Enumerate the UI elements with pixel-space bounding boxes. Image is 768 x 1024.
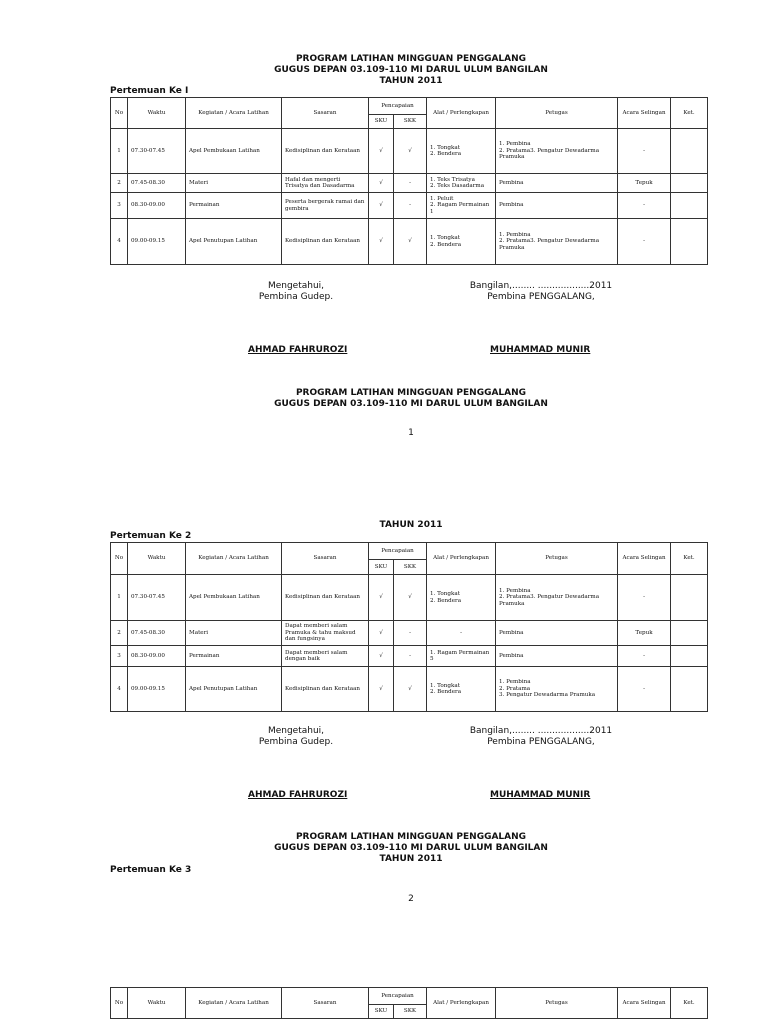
signature-left-line2: Pembina Gudep. — [258, 292, 334, 302]
cell-no: 2 — [111, 621, 128, 646]
cell-waktu: 08.30-09.00 — [128, 193, 186, 219]
cell-acara: - — [618, 646, 671, 667]
cell-petugas: 1. Pembina 2. Pratama3. Pengatur Dewadarma Pramuka — [496, 129, 618, 174]
header-sku: SKU — [369, 1005, 394, 1019]
cell-kegiatan: Materi — [186, 621, 282, 646]
cell-sku: √ — [369, 575, 394, 621]
header-no: No — [111, 988, 128, 1019]
signature-left — [230, 726, 362, 748]
cell-waktu: 08.30-09.00 — [128, 646, 186, 667]
table-row — [111, 667, 708, 712]
signature-left-name: AHMAD FAHRUROZI — [248, 345, 348, 355]
cell-petugas: Pembina — [496, 621, 618, 646]
title-line-1: PROGRAM LATIHAN MINGGUAN PENGGALANG — [295, 388, 527, 398]
header-ket: Ket. — [671, 988, 708, 1019]
cell-sku: √ — [369, 129, 394, 174]
cell-acara: - — [618, 667, 671, 712]
header-pencapaian: Pencapaian — [369, 98, 427, 115]
header-ket: Ket. — [671, 543, 708, 575]
signature-left-name: AHMAD FAHRUROZI — [248, 790, 348, 800]
header-acara: Acara Selingan — [618, 98, 671, 129]
signature-right — [455, 281, 627, 303]
title-line-2: GUGUS DEPAN 03.109-110 MI DARUL ULUM BANGILAN — [274, 843, 548, 853]
cell-sasaran: Peserta bergerak ramai dan gembira — [282, 193, 369, 219]
cell-ket — [671, 129, 708, 174]
header-alat: Alat / Perlengkapan — [427, 98, 496, 129]
header-ket: Ket. — [671, 98, 708, 129]
cell-ket — [671, 646, 708, 667]
schedule-table — [110, 542, 708, 712]
cell-kegiatan: Permainan — [186, 193, 282, 219]
cell-sku: √ — [369, 174, 394, 193]
header-skk: SKK — [394, 1005, 427, 1019]
title-line-3: TAHUN 2011 — [379, 76, 443, 86]
header-skk: SKK — [394, 560, 427, 575]
cell-ket — [671, 575, 708, 621]
cell-kegiatan: Materi — [186, 174, 282, 193]
cell-skk: √ — [394, 575, 427, 621]
cell-sku: √ — [369, 193, 394, 219]
signature-right-line2: Pembina PENGGALANG, — [487, 737, 595, 747]
cell-petugas: Pembina — [496, 193, 618, 219]
cell-waktu: 07.45-08.30 — [128, 621, 186, 646]
cell-sku: √ — [369, 667, 394, 712]
schedule-table — [110, 987, 708, 1019]
signature-right-name: MUHAMMAD MUNIR — [490, 790, 591, 800]
title-line-2: GUGUS DEPAN 03.109-110 MI DARUL ULUM BANGILAN — [274, 65, 548, 75]
cell-sku: √ — [369, 219, 394, 265]
header-skk: SKK — [394, 115, 427, 129]
header-sku: SKU — [369, 115, 394, 129]
header-kegiatan: Kegiatan / Acara Latihan — [186, 988, 282, 1019]
cell-ket — [671, 193, 708, 219]
cell-waktu: 09.00-09.15 — [128, 667, 186, 712]
cell-kegiatan: Permainan — [186, 646, 282, 667]
cell-sasaran: Dapat memberi salam Pramuka & tahu maksud dan fungsinya — [282, 621, 369, 646]
cell-alat: 1. Tongkat 2. Bendera — [427, 219, 496, 265]
signature-right — [455, 726, 627, 748]
cell-kegiatan: Apel Pembukaan Latihan — [186, 129, 282, 174]
header-alat: Alat / Perlengkapan — [427, 543, 496, 575]
page-title — [0, 520, 768, 531]
cell-sasaran: Kedisiplinan dan Kerataan — [282, 219, 369, 265]
header-no: No — [111, 98, 128, 129]
cell-ket — [671, 174, 708, 193]
signature-right-line2: Pembina PENGGALANG, — [487, 292, 595, 302]
cell-no: 4 — [111, 667, 128, 712]
cell-skk: - — [394, 621, 427, 646]
page-number: 1 — [408, 428, 414, 438]
cell-kegiatan: Apel Penutupan Latihan — [186, 219, 282, 265]
title-line-2: GUGUS DEPAN 03.109-110 MI DARUL ULUM BANGILAN — [274, 399, 548, 409]
signature-right-line1: Bangilan,........ ..................2011 — [469, 726, 613, 736]
cell-sasaran: Kedisiplinan dan Kerataan — [282, 575, 369, 621]
cell-sku: √ — [369, 646, 394, 667]
cell-ket — [671, 219, 708, 265]
header-petugas: Petugas — [496, 98, 618, 129]
table-row — [111, 621, 708, 646]
header-sku: SKU — [369, 560, 394, 575]
header-no: No — [111, 543, 128, 575]
cell-petugas: 1. Pembina 2. Pratama3. Pengatur Dewadarma Pramuka — [496, 575, 618, 621]
cell-alat: 1. Ragam Permainan 5 — [427, 646, 496, 667]
signature-left-line1: Mengetahui, — [267, 726, 325, 736]
cell-skk: - — [394, 193, 427, 219]
title-line-1: PROGRAM LATIHAN MINGGUAN PENGGALANG — [295, 54, 527, 64]
cell-sasaran: Hafal dan mengerti Trisatya dan Dasadarma — [282, 174, 369, 193]
cell-acara: Tepuk — [618, 174, 671, 193]
signature-right-line1: Bangilan,........ ..................2011 — [469, 281, 613, 291]
cell-sasaran: Kedisiplinan dan Kerataan — [282, 129, 369, 174]
cell-no: 1 — [111, 575, 128, 621]
header-alat: Alat / Perlengkapan — [427, 988, 496, 1019]
header-acara: Acara Selingan — [618, 543, 671, 575]
table-row — [111, 193, 708, 219]
cell-sku: √ — [369, 621, 394, 646]
cell-waktu: 07.30-07.45 — [128, 575, 186, 621]
header-sasaran: Sasaran — [282, 543, 369, 575]
table-row — [111, 575, 708, 621]
cell-kegiatan: Apel Pembukaan Latihan — [186, 575, 282, 621]
meeting-label: Pertemuan Ke 2 — [110, 531, 192, 541]
meeting-label: Pertemuan Ke I — [110, 86, 189, 96]
table-row — [111, 174, 708, 193]
cell-acara: Tepuk — [618, 621, 671, 646]
cell-petugas: Pembina — [496, 646, 618, 667]
signature-left — [230, 281, 362, 303]
header-waktu: Waktu — [128, 988, 186, 1019]
table-row — [111, 646, 708, 667]
cell-kegiatan: Apel Penutupan Latihan — [186, 667, 282, 712]
header-petugas: Petugas — [496, 988, 618, 1019]
cell-skk: √ — [394, 129, 427, 174]
cell-no: 3 — [111, 193, 128, 219]
cell-alat: 1. Tongkat 2. Bendera — [427, 129, 496, 174]
cell-alat: 1. Tongkat 2. Bendera — [427, 667, 496, 712]
signature-left-line1: Mengetahui, — [267, 281, 325, 291]
cell-waktu: 07.45-08.30 — [128, 174, 186, 193]
header-kegiatan: Kegiatan / Acara Latihan — [186, 543, 282, 575]
cell-acara: - — [618, 193, 671, 219]
cell-ket — [671, 621, 708, 646]
cell-sasaran: Kedisiplinan dan Kerataan — [282, 667, 369, 712]
page-title — [0, 388, 768, 410]
page-title — [0, 832, 768, 865]
cell-alat: - — [427, 621, 496, 646]
header-sasaran: Sasaran — [282, 988, 369, 1019]
cell-no: 3 — [111, 646, 128, 667]
cell-no: 4 — [111, 219, 128, 265]
cell-waktu: 09.00-09.15 — [128, 219, 186, 265]
cell-petugas: 1. Pembina 2. Pratama 3. Pengatur Dewadarma Pramuka — [496, 667, 618, 712]
header-sasaran: Sasaran — [282, 98, 369, 129]
title-line-3: TAHUN 2011 — [379, 520, 443, 530]
cell-petugas: 1. Pembina 2. Pratama3. Pengatur Dewadarma Pramuka — [496, 219, 618, 265]
title-line-1: PROGRAM LATIHAN MINGGUAN PENGGALANG — [295, 832, 527, 842]
cell-skk: √ — [394, 219, 427, 265]
header-waktu: Waktu — [128, 98, 186, 129]
table-row — [111, 219, 708, 265]
page-number: 2 — [408, 894, 414, 904]
cell-skk: √ — [394, 667, 427, 712]
cell-no: 2 — [111, 174, 128, 193]
title-line-3: TAHUN 2011 — [379, 854, 443, 864]
header-kegiatan: Kegiatan / Acara Latihan — [186, 98, 282, 129]
cell-no: 1 — [111, 129, 128, 174]
header-waktu: Waktu — [128, 543, 186, 575]
cell-ket — [671, 667, 708, 712]
cell-skk: - — [394, 174, 427, 193]
cell-acara: - — [618, 219, 671, 265]
cell-alat: 1. Teks Trisatya 2. Teks Dasadarma — [427, 174, 496, 193]
cell-alat: 1. Tongkat 2. Bendera — [427, 575, 496, 621]
cell-petugas: Pembina — [496, 174, 618, 193]
meeting-label: Pertemuan Ke 3 — [110, 865, 192, 875]
cell-sasaran: Dapat memberi salam dengan baik — [282, 646, 369, 667]
cell-skk: - — [394, 646, 427, 667]
header-pencapaian: Pencapaian — [369, 543, 427, 560]
signature-left-line2: Pembina Gudep. — [258, 737, 334, 747]
cell-waktu: 07.30-07.45 — [128, 129, 186, 174]
header-petugas: Petugas — [496, 543, 618, 575]
signature-right-name: MUHAMMAD MUNIR — [490, 345, 591, 355]
header-acara: Acara Selingan — [618, 988, 671, 1019]
cell-alat: 1. Peluit 2. Ragam Permainan 1 — [427, 193, 496, 219]
header-pencapaian: Pencapaian — [369, 988, 427, 1005]
table-row — [111, 129, 708, 174]
cell-acara: - — [618, 129, 671, 174]
schedule-table — [110, 97, 708, 265]
cell-acara: - — [618, 575, 671, 621]
page-title — [0, 54, 768, 87]
